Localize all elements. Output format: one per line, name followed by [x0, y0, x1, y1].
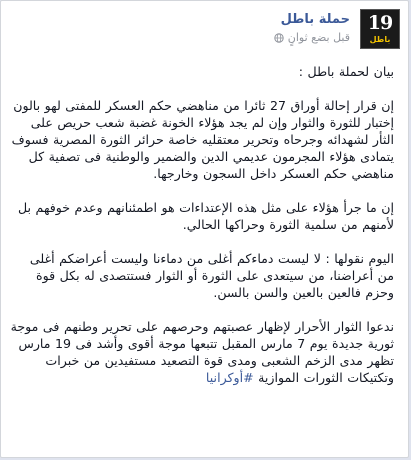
post-meta — [274, 31, 350, 45]
hashtag-link[interactable]: #أوكرانيا — [205, 370, 254, 385]
post-paragraph-final — [10, 318, 394, 386]
avatar-label: باطل — [369, 35, 391, 44]
avatar-number: 19 — [367, 12, 393, 34]
post-paragraph-heading: بيان لحملة باطل : — [298, 64, 394, 79]
post-paragraph-text: ندعوا الثوار الأحرار لإظهار عصبتهم وحرصهم على تحرير وطنهم فى موجة ثورية جديدة يوم 7 مارس المقبل تتبعها موجة أقوى وأشد فى 19 مارس تظهر مدى الزخم الشعبى ومدى قوة التصعيد مستفيدين من خبرات وتكتيكات الثورات الموازية — [10, 319, 394, 385]
post-paragraph: إن ما جرأ هؤلاء على مثل هذه الإعتداءات هو اطمئنانهم وعدم خوفهم بل لأمنهم من سلمية الثورة وحراكها الحالي. — [18, 200, 394, 232]
post-paragraph: اليوم نقولها : لا ليست دماءكم أغلى من دماءنا وليست أعراضكم أغلى من أعراضنا، من سيتعدى على الثورة أو الثوار فستتصدى له بكل قوة وحزم فالعين بالعين والسن بالسن. — [29, 251, 394, 300]
post-timestamp[interactable]: قبل بضع ثوانٍ — [287, 31, 350, 44]
post-paragraph: إن قرار إحالة أوراق 27 ثائرا من مناهضي حكم العسكر للمفتى لهو بالون إختبار للثورة والثوار وإن لم يجد هؤلاء الخونة غضبة شعب حريص على الثأر لشهدائه وجرحاه وتحرير معتقليه خاصة حرائر الثورة المصرية فسوف يتمادى هؤلاء المجرمون عديمي الدين والضمير والوطنية فى تصفية كل مناهضي حكم العسكر داخل السجون وخارجها. — [11, 98, 394, 181]
page-name-link[interactable]: حملة باطل — [280, 12, 350, 27]
post-header — [9, 9, 400, 55]
page-avatar[interactable] — [360, 9, 400, 49]
post-body — [10, 63, 394, 403]
globe-icon[interactable] — [274, 33, 284, 43]
